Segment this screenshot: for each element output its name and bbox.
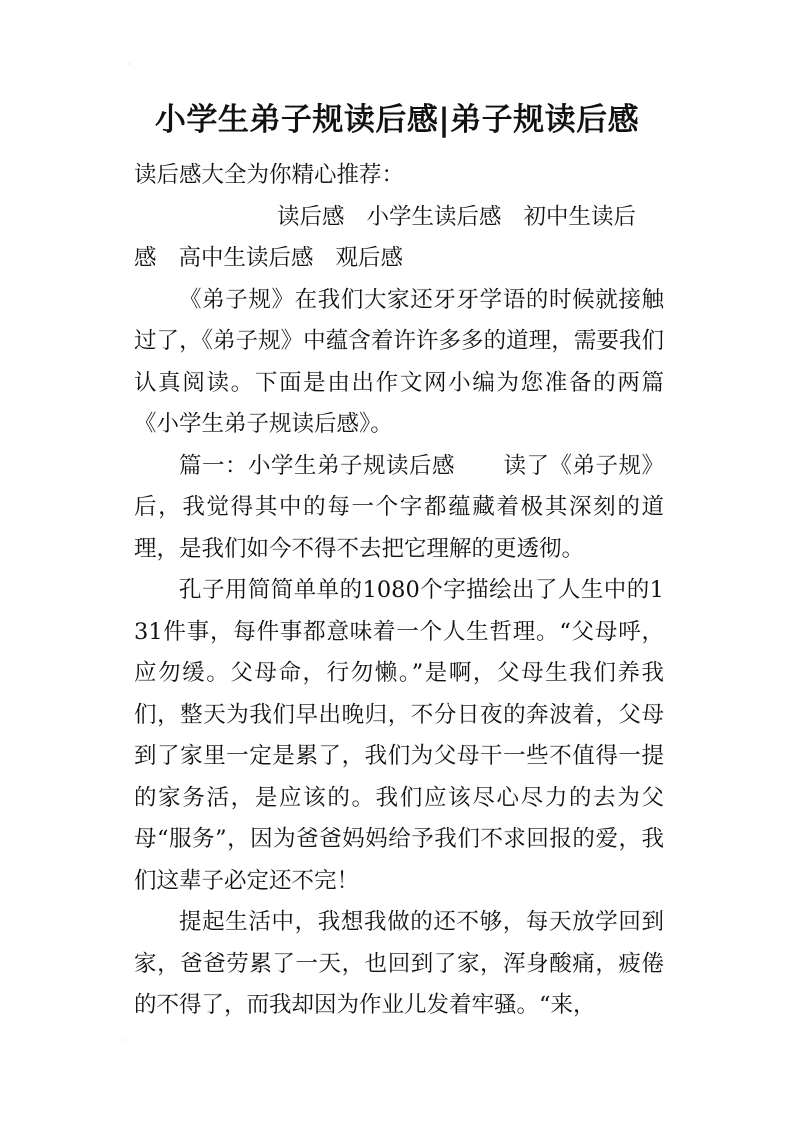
- tag-gaozhongsheng: 高中生读后感: [178, 245, 314, 271]
- corner-mark-bottom: ·: [124, 1036, 127, 1045]
- section-heading: 篇一：小学生弟子规读后感: [179, 452, 455, 479]
- document-body: [134, 155, 664, 1027]
- corner-mark-top: ·: [128, 60, 131, 69]
- paragraph-1: 《弟子规》在我们大家还牙牙学语的时候就接触过了，《弟子规》中蕴含着许许多多的道理，需要我们认真阅读。下面是由出作文网小编为您准备的两篇《小学生弟子规读后感》。: [134, 286, 664, 437]
- paragraph-4: 提起生活中，我想我做的还不够，每天放学回到家，爸爸劳累了一天，也回到了家，浑身酸痛，疲倦的不得了，而我却因为作业儿发着牢骚。“来，: [134, 909, 664, 1018]
- tag-guanhougan: 观后感: [335, 245, 404, 271]
- document-title: 小学生弟子规读后感|弟子规读后感: [154, 102, 640, 138]
- paragraph-2: [134, 446, 664, 571]
- tag-xiaoxuesheng: 小学生读后感: [366, 203, 502, 230]
- paragraph-3: 孔子用简简单单的1080个字描绘出了人生中的131件事，每件事都意味着一个人生哲理。“父母呼，应勿缓。父母命，行勿懒。”是啊，父母生我们养我们，整天为我们早出晚归，不分日夜的奔波着，父母到了家里一定是累了，我们为父母干一些不值得一提的家务活，是应该的。我们应该尽心尽力的去为父母“服务”，因为爸爸妈妈给予我们不求回报的爱，我们这辈子必定还不完！: [134, 577, 664, 894]
- tag-chuzhongsheng-part2: 感: [134, 245, 157, 271]
- tag-line-2: [134, 238, 664, 280]
- intro-line: 读后感大全为你精心推荐：: [134, 162, 405, 188]
- tag-chuzhongsheng-part1: 初中生读后: [523, 203, 637, 230]
- tag-duhougan: 读后感: [277, 203, 345, 230]
- paragraph-2-text: 读了《弟子规》后，我觉得其中的每一个字都蕴藏着极其深刻的道理，是我们如今不得不去把它理解的更透彻。: [134, 452, 664, 562]
- tag-line-1: [134, 197, 664, 239]
